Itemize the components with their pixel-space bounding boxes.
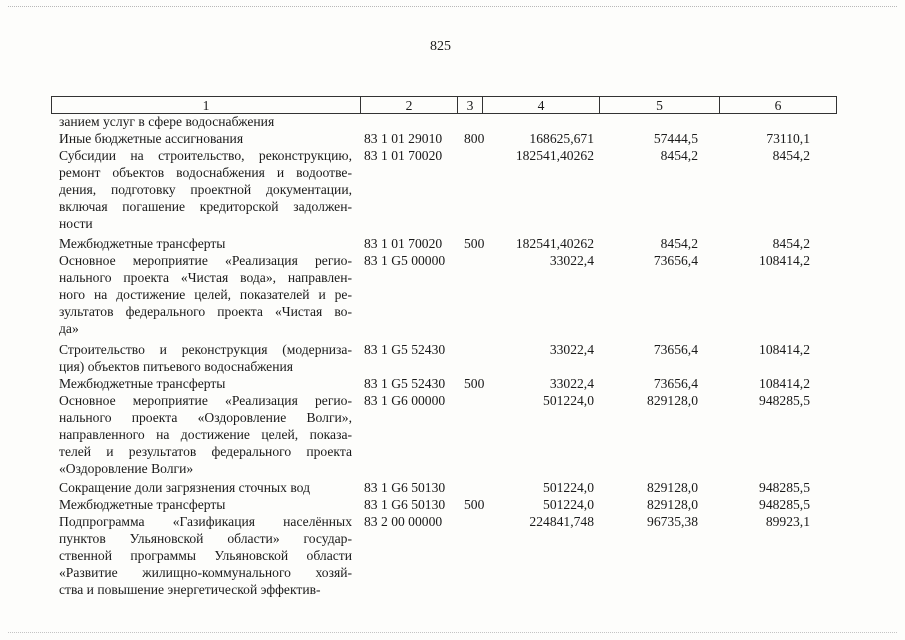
row-name-line: ности — [59, 216, 93, 231]
row-code: 83 1 G5 00000 — [364, 253, 446, 268]
row-name-line: занием услуг в сфере водоснабжения — [59, 114, 275, 129]
row-name-line: Субсидии на строительство, реконструкцию, — [59, 148, 352, 163]
scan-edge-bottom — [8, 632, 897, 633]
row-value-col5: 57444,5 — [653, 131, 698, 146]
row-name-line: Строительство и реконструкция (модерниза- — [59, 342, 352, 357]
row-name-line: включая погашение кредиторской задолжен- — [59, 199, 352, 214]
row-name-line: ного на достижение целей, показателей и ре- — [59, 287, 352, 302]
row-value-col6: 108414,2 — [759, 376, 810, 391]
row-name-line: Основное мероприятие «Реализация регио- — [59, 393, 352, 408]
row-name — [59, 147, 352, 232]
row-value-col4: 501224,0 — [543, 497, 594, 512]
row-type: 800 — [464, 131, 485, 146]
scan-edge-top — [8, 6, 897, 7]
row-value-col5: 73656,4 — [653, 342, 698, 357]
row-value-col4: 182541,40262 — [515, 236, 594, 251]
row-name-line: телей и результатов федерального проекта — [59, 444, 352, 459]
row-name-line: Межбюджетные трансферты — [59, 236, 226, 251]
row-code: 83 1 G5 52430 — [364, 376, 446, 391]
row-name — [59, 252, 352, 337]
row-value-col5: 829128,0 — [647, 497, 698, 512]
row-value-col6: 8454,2 — [772, 236, 810, 251]
row-name-line: пунктов Ульяновской области» государ- — [59, 531, 352, 546]
row-name — [59, 513, 352, 598]
header-col-2: 2 — [361, 97, 458, 113]
row-name-line: зультатов федерального проекта «Чистая во- — [59, 304, 352, 319]
row-name — [59, 235, 352, 252]
row-name-line: Сокращение доли загрязнения сточных вод — [59, 480, 311, 495]
row-name-line: да» — [59, 321, 79, 336]
row-value-col6: 948285,5 — [759, 497, 810, 512]
row-value-col6: 89923,1 — [765, 514, 810, 529]
row-type: 500 — [464, 376, 485, 391]
header-col-3: 3 — [458, 97, 483, 113]
row-name — [59, 392, 352, 477]
row-value-col6: 8454,2 — [772, 148, 810, 163]
row-value-col5: 8454,2 — [660, 236, 698, 251]
row-type: 500 — [464, 236, 485, 251]
row-code: 83 1 G6 00000 — [364, 393, 446, 408]
row-name-line: ремонт объектов водоснабжения и водоотве- — [59, 165, 352, 180]
row-value-col6: 108414,2 — [759, 253, 810, 268]
row-code: 83 1 G6 50130 — [364, 480, 446, 495]
row-name — [59, 113, 352, 130]
row-value-col5: 73656,4 — [653, 376, 698, 391]
row-type: 500 — [464, 497, 485, 512]
row-value-col4: 33022,4 — [549, 342, 594, 357]
row-code: 83 1 01 70020 — [364, 236, 443, 251]
row-name-line: «Развитие жилищно-коммунального хозяй- — [59, 565, 352, 580]
row-name-line: Подпрограмма «Газификация населённых — [59, 514, 352, 529]
row-name — [59, 375, 352, 392]
row-name — [59, 341, 352, 375]
row-value-col5: 829128,0 — [647, 480, 698, 495]
header-col-1: 1 — [52, 97, 361, 113]
row-code: 83 1 G6 50130 — [364, 497, 446, 512]
row-value-col5: 73656,4 — [653, 253, 698, 268]
page-number: 825 — [430, 39, 451, 54]
table-header — [51, 96, 837, 114]
row-value-col6: 948285,5 — [759, 480, 810, 495]
row-name-line: ственной программы Ульяновской области — [59, 548, 352, 563]
row-code: 83 1 G5 52430 — [364, 342, 446, 357]
row-code: 83 2 00 00000 — [364, 514, 443, 529]
row-name-line: нального проекта «Оздоровление Волги», — [59, 410, 352, 425]
row-value-col4: 33022,4 — [549, 376, 594, 391]
row-name — [59, 479, 352, 496]
row-name-line: дения, подготовку проектной документации, — [59, 182, 352, 197]
row-name-line: ция) объектов питьевого водоснабжения — [59, 359, 293, 374]
row-name-line: ства и повышение энергетической эффектив- — [59, 582, 321, 597]
row-value-col4: 501224,0 — [543, 393, 594, 408]
row-value-col4: 224841,748 — [529, 514, 594, 529]
row-value-col6: 108414,2 — [759, 342, 810, 357]
row-value-col6: 73110,1 — [766, 131, 810, 146]
row-value-col4: 501224,0 — [543, 480, 594, 495]
header-col-6: 6 — [774, 98, 782, 113]
row-code: 83 1 01 70020 — [364, 148, 443, 163]
row-name-line: направленного на достижение целей, показа- — [59, 427, 352, 442]
row-name-line: нального проекта «Чистая вода», направлен- — [59, 270, 352, 285]
row-value-col6: 948285,5 — [759, 393, 810, 408]
row-name — [59, 130, 352, 147]
row-value-col5: 829128,0 — [647, 393, 698, 408]
row-value-col4: 168625,671 — [529, 131, 594, 146]
row-name-line: «Оздоровление Волги» — [59, 461, 194, 476]
row-value-col4: 33022,4 — [549, 253, 594, 268]
row-value-col4: 182541,40262 — [515, 148, 594, 163]
row-name-line: Основное мероприятие «Реализация регио- — [59, 253, 352, 268]
row-name — [59, 496, 352, 513]
header-col-5: 5 — [600, 97, 720, 113]
row-name-line: Иные бюджетные ассигнования — [59, 131, 244, 146]
row-value-col5: 96735,38 — [647, 514, 698, 529]
row-name-line: Межбюджетные трансферты — [59, 497, 226, 512]
row-code: 83 1 01 29010 — [364, 131, 443, 146]
row-value-col5: 8454,2 — [660, 148, 698, 163]
row-name-line: Межбюджетные трансферты — [59, 376, 226, 391]
header-col-4: 4 — [483, 97, 600, 113]
